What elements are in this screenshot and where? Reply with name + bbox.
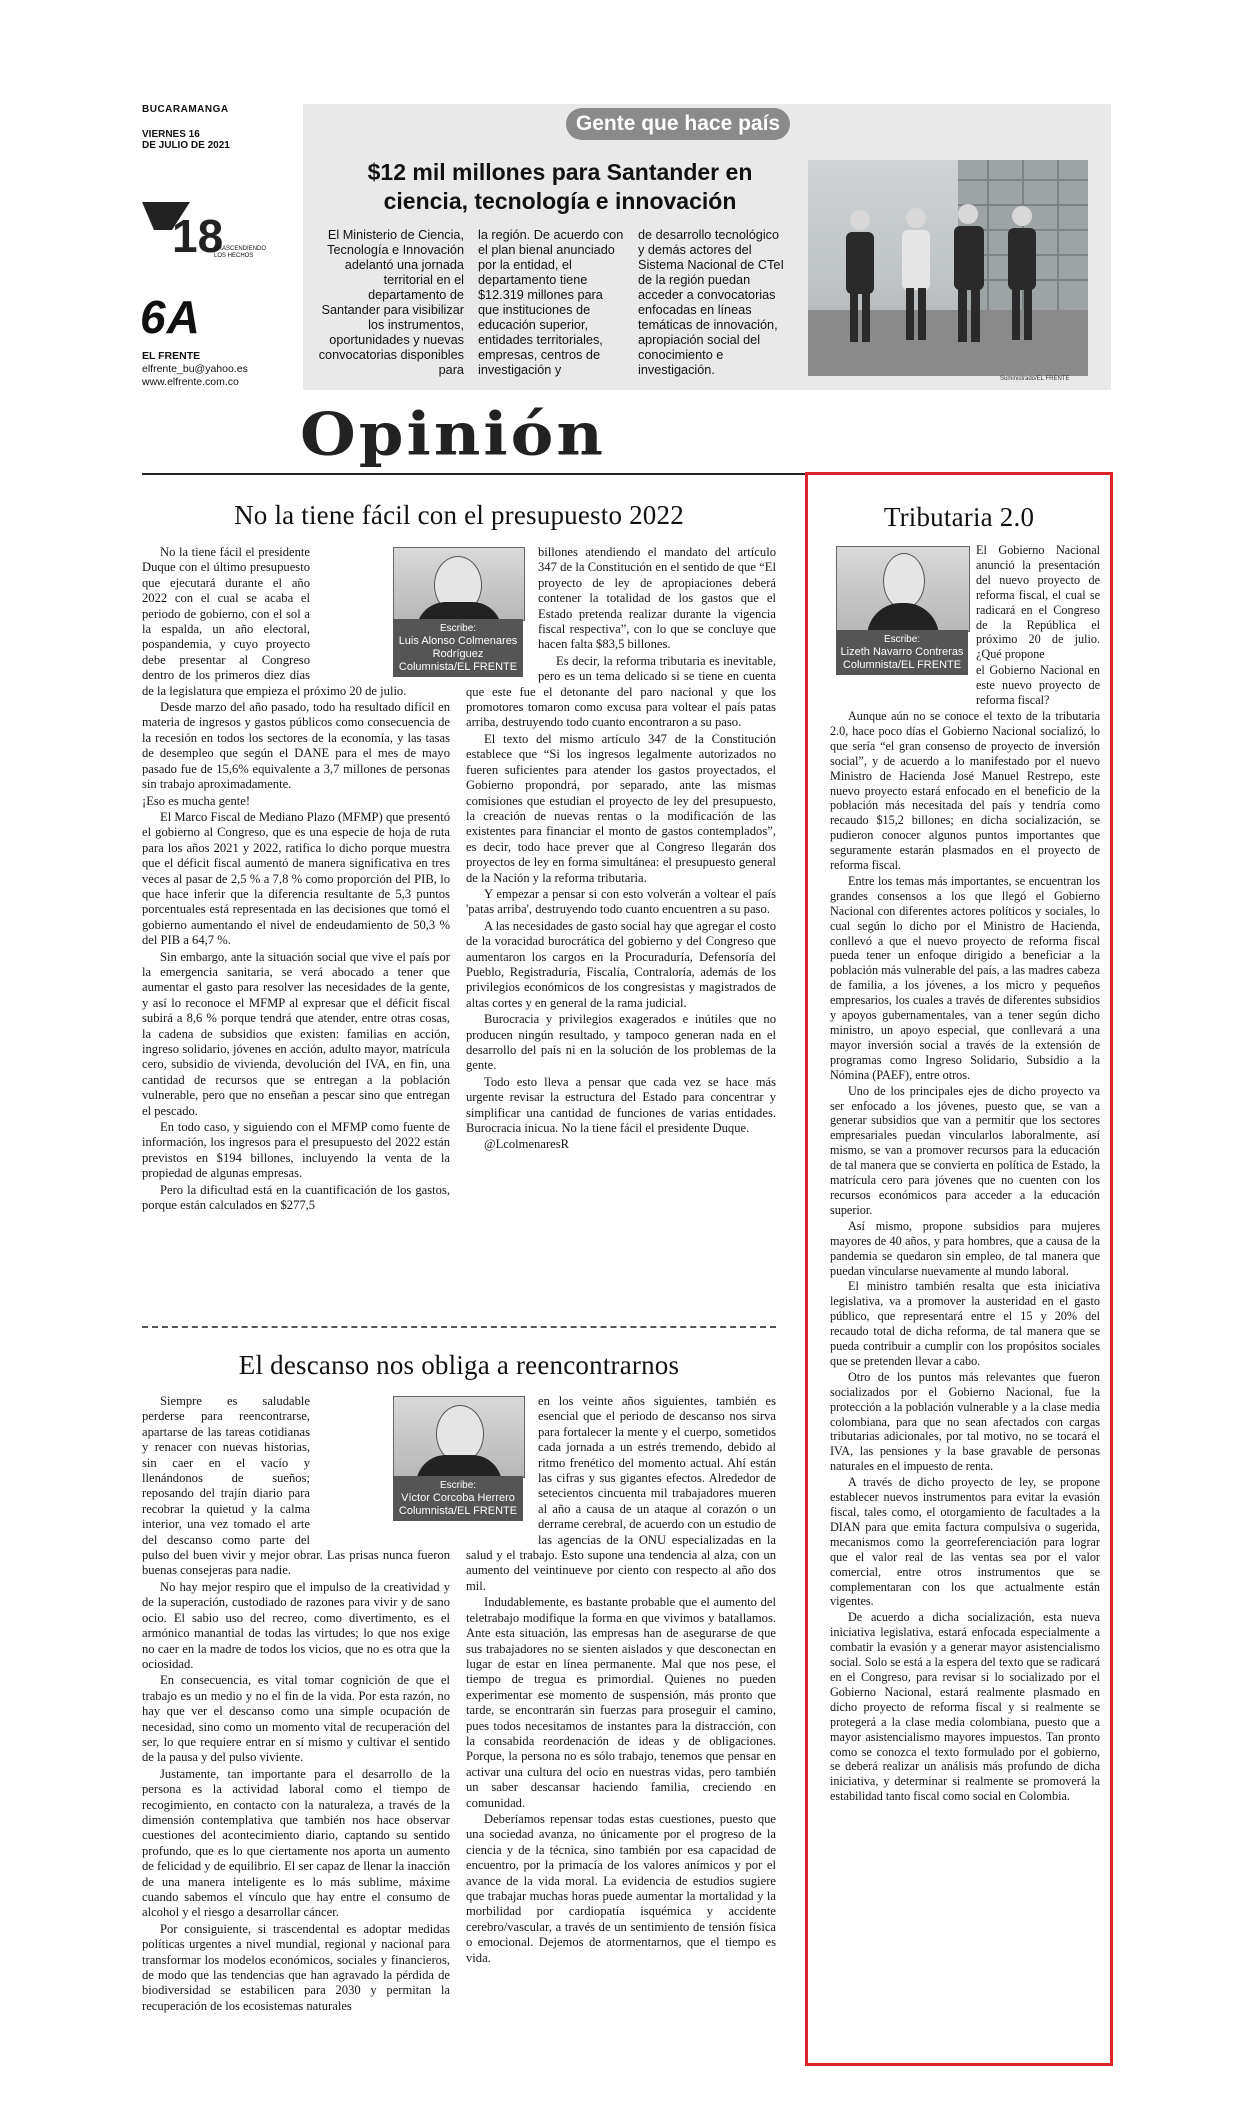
article3-title: Tributaria 2.0 xyxy=(883,502,1035,532)
logo-tagline: TRASCENDIENDO LOS HECHOS xyxy=(214,246,267,259)
paragraph: A través de dicho proyecto de ley, se propone establecer nuevos instrumentos para evitar la evasión fiscal, tales como, el otorgamiento de facultades a la DIAN para que emita factura compulsiva o sugerida, mecanismos como la georreferenciación para lograr que el valor real de las ventas sea por el valor comercial, entre otros instrumentos que se complementaran con los que actualmente están vigentes. xyxy=(830,1475,1100,1609)
paper-name: EL FRENTE xyxy=(142,350,201,362)
paragraph: Deberíamos repensar todas estas cuestiones, puesto que una sociedad avanza, no únicamente por el progreso de la ciencia y de la técnica, sino también por esa capacidad de encuentro, por la primacía de los valores anímicos y por el avance de la vida moral. La evidencia de estudios sugiere que trabajar muchas horas puede aumentar la mortalidad y la morbilidad por cardiopatía isquémica y accidente cerebro/vascular, a través de un sentimiento de tensión física o emocional. Dejemos de atormentarnos, que el tiempo es vida. xyxy=(466,1811,776,1965)
feature-col-3: de desarrollo tecnológico y demás actores del Sistema Nacional de CTeI de la región puedan acceder a convocatorias enfocadas en líneas temáticas de innovación, apropiación social del conocimiento e investigación. xyxy=(638,228,784,377)
article2-column-1 xyxy=(142,1394,450,2015)
twitter-handle[interactable]: @LcolmenaresR xyxy=(484,1137,570,1152)
article1-author: Luis Alonso Colmenares Rodríguez xyxy=(398,635,518,660)
article3-role: Columnista/EL FRENTE xyxy=(842,659,962,671)
article1-byline-label: Escribe: xyxy=(439,623,477,634)
anniversary-logo xyxy=(142,196,267,266)
article2-column-2 xyxy=(466,1394,776,1967)
article3-column xyxy=(830,543,1100,1805)
article3-byline-label: Escribe: xyxy=(883,634,921,645)
article2-author: Víctor Corcoba Herrero xyxy=(401,1492,515,1504)
paragraph: Y empezar a pensar si con esto volverán a voltear el país 'patas arriba', destruyendo todo cuanto encuentren a su paso. xyxy=(466,886,776,917)
article3-author: Lizeth Navarro Contreras xyxy=(840,646,964,658)
paragraph: Por consiguiente, si trascendental es adoptar medidas políticas urgentes a nivel mundial, regional y nacional para transformar los modelos económicos, sociales y financieros, de modo que las tendencias que han agravado la pérdida de biodiversidad se estabilicen para 2030 y permitan la recuperación de los ecosistemas naturales xyxy=(142,1921,450,2013)
masthead xyxy=(142,104,292,151)
paragraph: En consecuencia, es vital tomar cognición de que el trabajo es un medio y no el fin de la vida. Por esta razón, no hay que ver el descanso como una simple ocupación de necesidad, sino como un momento vital de recuperación del ser, lo que requiere entrar en sí mismo y cultivar el sentido de la pausa y del pulso viviente. xyxy=(142,1673,450,1765)
paragraph: Justamente, tan importante para el desarrollo de la persona es la actividad laboral como el tiempo de recogimiento, en contacto con la naturaleza, a través de la dimensión contemplativa que también nos hace observar cuestiones del acontecimiento diario, captando su sentido profundo, que es lo que ciertamente nos aporta un aumento de felicidad y de equilibrio. El ser capaz de llenar la inacción de una manera inteligente es lo más sublime, máxime cuando sabemos el vínculo que hay entre el consumo de alcohol y el riesgo a desarrollar cáncer. xyxy=(142,1766,450,1920)
paper-contact xyxy=(142,350,248,389)
paragraph: El texto del mismo artículo 347 de la Constitución establece que “Si los ingresos legalmente autorizados no fueren suficientes para atender los gastos proyectados, el Gobierno propondrá, por separado, ante las mismas comisiones que estudian el proyecto de ley del presupuesto, la creación de nuevas rentas o la modificación de las existentes para financiar el monto de gastos contemplados”, es decir, todo hace prever que al Congreso llegarán dos proyectos de ley en forma simultánea: el presupuesto general de la Nación y la reforma tributaria. xyxy=(466,731,776,885)
paragraph: Entre los temas más importantes, se encuentran los grandes consensos a los que llegó el Gobierno Nacional con diferentes actores políticos y sociales, lo cual según lo dicho por el Ministro de Hacienda, conllevó a que el nuevo proyecto de reforma fiscal pueda tener un enfoque dirigido a beneficiar a la población más vulnerable del país, a las madres cabeza de familia, a los jóvenes, a los micro y pequeños empresarios, los cuales a través de diferentes subsidios y apoyos gubernamentales, van a tener según dicho ministro, un apoyo especial, que conllevará a una mayor inversión social a través de la extensión de programas como Ingreso Solidario, Subsidio a la Nómina (PAEF), entre otros. xyxy=(830,873,1100,1082)
paragraph: No hay mejor respiro que el impulso de la creatividad y de la superación, custodiado de razones para vivir y de sano ocio. El sabio uso del recreo, como divertimento, es el armónico manantial de todas las virtudes; lo que nos exige no caer en la madre de todos los vicios, que no es otra que la ociosidad. xyxy=(142,1579,450,1671)
feature-title: $12 mil millones para Santander en ciencia, tecnología e innovación xyxy=(367,159,753,214)
paragraph: el Gobierno Nacional en este nuevo proyecto de reforma fiscal? xyxy=(976,663,1100,708)
paragraph: Pero la dificultad está en la cuantificación de los gastos, porque están calculados en $277,5 xyxy=(142,1182,450,1213)
paragraph: En todo caso, y siguiendo con el MFMP como fuente de información, los ingresos para el presupuesto del 2022 están previstos en $194 billones, incluyendo la venta de la propiedad de algunas empresas. xyxy=(142,1120,450,1181)
issue-day: VIERNES 16 xyxy=(142,129,200,140)
issue-date: DE JULIO DE 2021 xyxy=(142,140,230,151)
article1-role: Columnista/EL FRENTE xyxy=(398,661,518,673)
paragraph: Así mismo, propone subsidios para mujeres mayores de 40 años, y para hombres, que a causa de la pandemia se quedaron sin empleo, de tal manera que puedan vincularse nuevamente al mundo laboral. xyxy=(830,1218,1100,1278)
article1-column-1 xyxy=(142,545,450,1214)
paragraph: Uno de los principales ejes de dicho proyecto va ser enfocado a los jóvenes, puesto que, se van a generar subsidios que van a permitir que los sectores empresariales puedan vincularlos laboralmente, así mismo, se van a promover recursos para la educación de tal manera que se convierta en política de Estado, la matrícula cero para jóvenes que no cuenten con los recursos económicos para acceder a la educación superior. xyxy=(830,1083,1100,1217)
paragraph: ¡Eso es mucha gente! xyxy=(142,793,251,808)
paragraph: Sin embargo, ante la situación social que vive el país por la emergencia sanitaria, se verá abocado a tener que aumentar el gasto para resolver las necesidades de la gente, y así lo reconoce el MFMP al expresar que el déficit fiscal subirá a 8,6 % porque tendrá que atender, entre otras cosas, la cadena de subsidios que existen: familias en acción, ingreso solidario, jóvenes en acción, adulto mayor, matrícula cero, subsidio de vivienda, devolución del IVA, en fin, una cantidad de recursos que se entregan a la población vulnerable, pero que no enseñan a pescar sino que entregan el pescado. xyxy=(142,949,450,1118)
page-number: 6A xyxy=(140,291,201,343)
feature-photo xyxy=(808,160,1088,376)
article2-title: El descanso nos obliga a reencontrarnos xyxy=(238,1350,680,1380)
email: elfrente_bu@yahoo.es xyxy=(142,363,248,375)
paragraph: El ministro también resalta que esta iniciativa legislativa, va a promover la austeridad en el gasto público, que representará entre el 15 y 20% del recaudo total de dicha reforma, de tal manera que se pueda contribuir a cumplir con los propósitos sociales que se pretenden llevar a cabo. xyxy=(830,1279,1100,1368)
paragraph: Es decir, la reforma tributaria es inevitable, pero es un tema delicado si se tiene en cuenta que este fue el detonante del paro nacional y que los promotores tomaron como excusa para voltear el país patas arriba, destruyendo todo cuanto encontraron a su paso. xyxy=(466,653,776,730)
paragraph: De acuerdo a dicha socialización, esta nueva iniciativa legislativa, estará enfocada especialmente a combatir la evasión y a generar mayor asistencialismo social. Solo se está a la espera del texto que se radicará en el Congreso, para revisar si lo socializado por el Gobierno Nacional, estará realmente plasmado en dicho proyecto de reforma fiscal y si realmente se protegerá a la clase media colombiana, puesto que a mayor asistencialismo mayores impuestos. Tan pronto como se conozca el texto formulado por el gobierno, se deberá realizar un análisis más profundo de dicha iniciativa, y determinar si realmente se promoverá la estabilidad tanto fiscal como social en Colombia. xyxy=(830,1610,1100,1804)
paragraph: Siempre es saludable perderse para reencontrarse, apartarse de las tareas cotidianas y renacer con nuevas historias, sin caer en el vacío y llenándonos de sueños; reposando del trajín diario para recobrar la quietud y la calma interior, una vez tomado el arte del descanso como parte del pulso del buen vivir y mejor obrar. Las prisas nunca fueron buenas consejeras para nadie. xyxy=(142,1394,450,1578)
website[interactable]: www.elfrente.com.co xyxy=(142,376,239,388)
paragraph: Desde marzo del año pasado, todo ha resultado difícil en materia de ingresos y gastos públicos como consecuencia de la recesión en todos los sectores de la economía, y las tasas de desempleo que según el DANE para el mes de mayo pasado fue de 15,6% equivalente a 3,7 millones de personas sin trabajo aproximadamente. xyxy=(142,700,450,792)
feature-col-2: la región. De acuerdo con el plan bienal anunciado por la entidad, el departamento tiene $12.319 millones para que instituciones de educación superior, entidades territoriales, empresas, centros de investigación y xyxy=(478,228,624,377)
paragraph: Todo esto lleva a pensar que cada vez se hace más urgente revisar la estructura del Estado para concentrar y simplificar una cantidad de funciones de varias entidades. Burocracia inicua. No la tiene fácil el presidente Duque. xyxy=(466,1074,776,1136)
article1-title: No la tiene fácil con el presupuesto 2022 xyxy=(234,500,684,530)
paragraph: El Marco Fiscal de Mediano Plazo (MFMP) que presentó el gobierno al Congreso, que es una especie de hoja de ruta para los años 2021 y 2022, ratifica lo dicho porque muestra que el déficit fiscal aumentó de manera significativa en tres veces al pasar de 2,5 % a 7,8 % como proporción del PIB, lo que hace inferir que la diferencia resultante de 5,3 puntos porcentuales está representada en las decisiones que tomó el gobierno aumentando el nivel de endeudamiento de 50,3 % del PIB a 64,7 %. xyxy=(142,809,450,948)
article2-byline-label: Escribe: xyxy=(439,1480,477,1491)
paragraph: billones atendiendo el mandato del artículo 347 de la Constitución en el sentido de que “El proyecto de ley de apropiaciones deberá contener la totalidad de los gastos que el Estado pretenda realizar durante la vigencia fiscal respectiva”, con lo que se concluye que hacen falta $83,5 billones. xyxy=(538,545,776,652)
section-title: Opinión xyxy=(300,400,606,469)
article1-column-2 xyxy=(466,545,776,1154)
svg-text:18: 18 xyxy=(172,210,224,262)
paragraph: en los veinte años siguientes, también es esencial que el periodo de descanso nos sirva para fortalecer la mente y el cuerpo, sometidos cada jornada a un estrés tremendo, debido al ritmo frenético del momento actual. Ahí están las cifras y sus gigantes efectos. Alrededor de setecientos cincuenta mil trabajadores mueren al año a causa de un ataque al corazón o un derrame cerebral, de acuerdo con un estudio de las agencias de la ONU especializadas en la salud y el trabajo. Esto supone una tendencia al alza, con un aumento del veintinueve por ciento con respecto al año dos mil. xyxy=(466,1394,776,1593)
feature-banner: Gente que hace país xyxy=(566,108,790,140)
paragraph: Otro de los puntos más relevantes que fueron socializados por el Gobierno Nacional, fue la protección a la población vulnerable y a la clase media colombiana, para que no sean afectados con cargas tributarias adicionales, por tal motivo, no se tocará el IVA, las pensiones y la base gravable de personas naturales en el impuesto de renta. xyxy=(830,1369,1100,1474)
feature-col-1: El Ministerio de Ciencia, Tecnología e Innovación adelantó una jornada territorial en el departamento de Santander para visibilizar los instrumentos, oportunidades y nuevas convocatorias disponibles para xyxy=(318,228,464,377)
paragraph: No la tiene fácil el presidente Duque con el último presupuesto que ejecutará durante el año 2022 con el cual se acaba el periodo de gobierno, con el sol a la espalda, un año electoral, pospandemia, y cuyo proyecto debe presentar al Congreso dentro de los primeros diez días de la legislatura que empieza el próximo 20 de julio. xyxy=(142,545,407,698)
paragraph: A las necesidades de gasto social hay que agregar el costo de la voracidad burocrática del gobierno y del Congreso que aumentaron los cargos en la Procuraduría, Defensoría del Pueblo, Registraduría, Fiscalía, Contraloría, además de los privilegios económicos de los congresistas y magistrados de altas cortes y en general de la rama judicial. xyxy=(466,918,776,1010)
city: BUCARAMANGA xyxy=(142,104,229,115)
paragraph: Burocracia y privilegios exagerados e inútiles que no producen ningún resultado, y tampoco generan nada en el desarrollo del país ni en la solución de los problemas de la gente. xyxy=(466,1012,776,1073)
paragraph: Aunque aún no se conoce el texto de la tributaria 2.0, hace poco días el Gobierno Nacional socializó, lo que sería “el gran consenso de proyecto de inversión social”, y de acuerdo a lo manifestado por el nuevo Ministro de Hacienda José Manuel Restrepo, este nuevo proyecto estará enfocado en el beneficio de la población más necesitada del país y tendría como recaudo $15,2 billones; en dicha socialización, se pudieron conocer algunos puntos importantes que seguramente estarán plasmados en el proyecto de reforma fiscal. xyxy=(830,708,1100,873)
paragraph: El Gobierno Nacional anunció la presentación del nuevo proyecto de reforma fiscal, el cual se radicará en el Congreso de la República el próximo 20 de julio. ¿Qué propone xyxy=(976,543,1100,662)
photo-credit: Suministrado/EL FRENTE xyxy=(1000,376,1070,382)
paragraph: Indudablemente, es bastante probable que el aumento del teletrabajo modifique la forma en que vivimos y batallamos. Ante esta situación, las empresas han de asegurarse de que sus trabajadores no se sienten aislados y que desconectan en lugar de estar en línea permanente. Mal que nos pese, el tiempo de tregua es primordial. Quienes no pueden experimentar ese momento de suspensión, más pronto que tarde, se encontrarán sin fuerzas para proseguir el camino, pues todos necesitamos de instantes para la distracción, con la consabida reordenación de ideas y de obligaciones. Porque, la persona no es sólo trabajo, tenemos que pensar en activar una cultura del ocio en nuestras vidas, pero también un saber descansar haciendo familia, creciendo en comunidad. xyxy=(466,1595,776,1810)
article-divider xyxy=(142,1326,776,1328)
article2-role: Columnista/EL FRENTE xyxy=(398,1505,518,1517)
